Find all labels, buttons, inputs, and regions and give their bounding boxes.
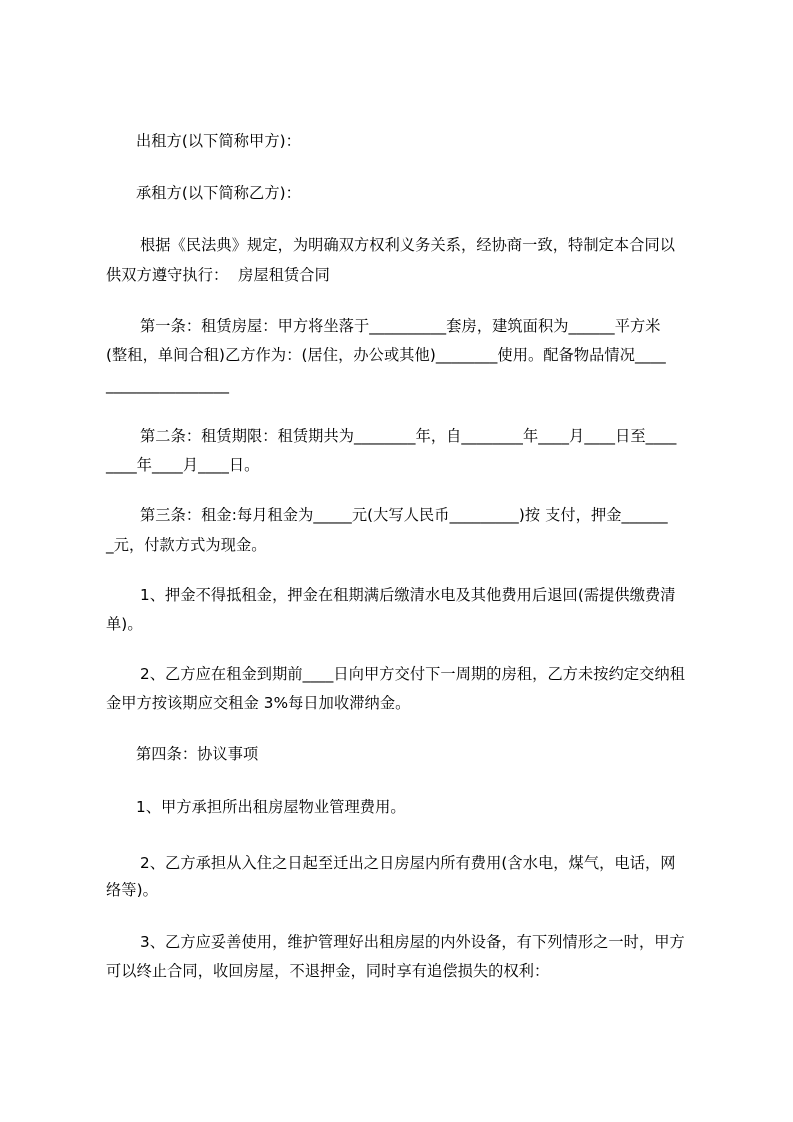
text-line: (整租，单间合租)乙方作为：(居住，办公或其他)________使用。配备物品情况____ xyxy=(106,346,666,364)
text-line: 根据《民法典》规定，为明确双方权利义务关系，经协商一致，特制定本合同以 xyxy=(140,236,676,254)
text-line: 1、甲方承担所出租房屋物业管理费用。 xyxy=(136,798,406,816)
text-line: 金甲方按该期应交租金 3%每日加收滞纳金。 xyxy=(106,694,411,712)
text-line: 第一条：租赁房屋：甲方将坐落于__________套房，建筑面积为______平方米 xyxy=(140,317,661,335)
text-line: ________________ xyxy=(106,376,230,394)
text-line: 承租方(以下简称乙方)： xyxy=(136,184,301,202)
text-line: 第三条：租金:每月租金为_____元(大写人民币_________)按 支付，押金______ xyxy=(140,506,668,524)
text-line: _元，付款方式为现金。 xyxy=(106,536,267,554)
text-line: 1、押金不得抵租金，押金在租期满后缴清水电及其他费用后退回(需提供缴费清 xyxy=(140,586,676,604)
text-line: 2、乙方应在租金到期前____日向甲方交付下一周期的房租，乙方未按约定交纳租 xyxy=(140,665,686,683)
text-line: 供双方遵守执行： 房屋租赁合同 xyxy=(106,266,330,284)
text-line: ____年____月____日。 xyxy=(106,456,260,474)
text-line: 单)。 xyxy=(106,615,143,633)
text-line: 络等)。 xyxy=(106,881,158,899)
text-line: 2、乙方承担从入住之日起至迁出之日房屋内所有费用(含水电，煤气，电话，网 xyxy=(140,854,676,872)
text-line: 可以终止合同，收回房屋，不退押金，同时享有追偿损失的权利： xyxy=(106,962,550,980)
text-line: 出租方(以下简称甲方)： xyxy=(136,132,301,150)
text-line: 3、乙方应妥善使用，维护管理好出租房屋的内外设备，有下列情形之一时，甲方 xyxy=(140,933,685,951)
text-line: 第二条：租赁期限：租赁期共为________年，自________年____月____日至____ xyxy=(140,427,677,445)
text-line: 第四条：协议事项 xyxy=(136,745,259,763)
